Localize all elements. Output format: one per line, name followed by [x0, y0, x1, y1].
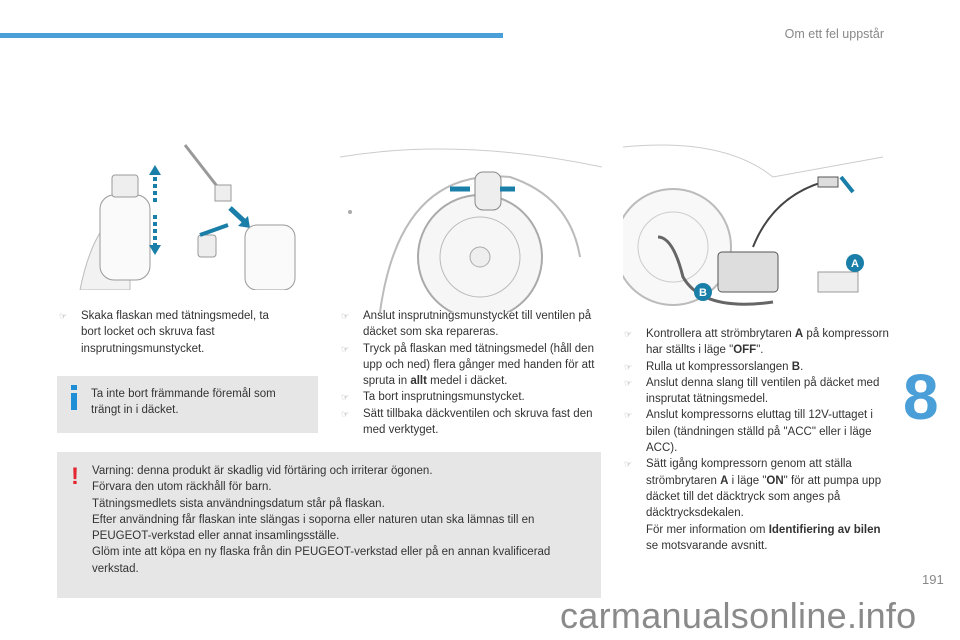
step-item — [624, 456, 889, 521]
step-text: Anslut denna slang till ventilen på däcket med insprutat tätningsmedel. — [646, 376, 880, 406]
step-text-bold: OFF — [733, 344, 757, 357]
step-item — [624, 407, 889, 456]
warning-line: Efter användning får flaskan inte slängas i soporna eller naturen utan ska lämnas till en PEUGEOT-verkstad eller annat insamlingsställe. — [92, 513, 535, 543]
pointing-hand-icon: ☞ — [624, 361, 633, 372]
step-item — [341, 341, 606, 390]
more-info-text: För mer information om — [646, 523, 769, 536]
pointing-hand-icon: ☞ — [624, 459, 633, 470]
warning-line: Tätningsmedlets sista användningsdatum står på flaskan. — [92, 497, 385, 510]
warning-line: Förvara den utom räckhåll för barn. — [92, 481, 272, 494]
pointing-hand-icon: ☞ — [341, 311, 350, 321]
column1-steps — [59, 308, 289, 357]
more-info-text: se motsvarande avsnitt. — [646, 539, 768, 552]
column3-steps — [624, 326, 889, 554]
header-accent-bar — [0, 33, 503, 38]
step-text: Sätt tillbaka däckventilen och skruva fast den med verktyget. — [363, 407, 593, 437]
pointing-hand-icon: ☞ — [624, 329, 633, 339]
step-text: på kompressorn har ställts i läge " — [646, 328, 889, 357]
warning-line: Glöm inte att köpa en ny flaska från din PEUGEOT-verkstad eller på en annan kvalificerad verkstad. — [92, 546, 551, 575]
step-item — [341, 406, 606, 439]
step-item — [624, 326, 889, 359]
warning-box — [57, 452, 601, 598]
step-text: Sätt igång kompressorn genom att ställa strömbrytaren — [646, 458, 852, 487]
step-item — [341, 389, 606, 405]
label-b: B — [699, 287, 707, 299]
column2-steps — [341, 308, 606, 438]
step-text: medel i däcket. — [426, 375, 508, 388]
page-number: 191 — [922, 572, 944, 587]
watermark: carmanualsonline.info — [560, 595, 917, 636]
step-text-bold: B — [791, 360, 801, 373]
pointing-hand-icon: ☞ — [341, 392, 350, 403]
step-item — [624, 359, 889, 375]
step-text: . — [800, 360, 804, 373]
sealant-bottle-illustration — [70, 140, 300, 290]
info-text: Ta inte bort främmande föremål som trängt in i däcket. — [91, 388, 276, 417]
step-item — [59, 308, 289, 357]
step-text-bold: A — [794, 328, 804, 340]
compressor-illustration — [623, 137, 885, 312]
step-text: Rulla ut kompressorslangen — [646, 360, 792, 373]
warning-text — [92, 463, 592, 577]
info-box — [57, 376, 318, 433]
step-text: Tryck på flaskan med tätningsmedel (håll den upp och ned) flera gånger med handen för att spruta in — [363, 342, 595, 388]
step-item — [624, 375, 889, 408]
pointing-hand-icon: ☞ — [59, 311, 68, 321]
pointing-hand-icon: ☞ — [624, 410, 633, 421]
step-item — [341, 308, 606, 341]
step-text-bold: allt — [410, 375, 427, 388]
label-a: A — [851, 258, 859, 270]
wheel-injection-illustration — [340, 137, 602, 312]
info-icon — [71, 385, 77, 410]
pointing-hand-icon: ☞ — [624, 377, 633, 388]
step-text: Anslut insprutningsmunstycket till ventilen på däcket som ska repareras. — [363, 310, 592, 339]
step-text: i läge " — [728, 474, 767, 487]
pointing-hand-icon: ☞ — [341, 343, 350, 354]
warning-exclamation-icon: ! — [71, 463, 79, 490]
warning-line: Varning: denna produkt är skadlig vid förtäring och irriterar ögonen. — [92, 465, 433, 477]
step-text: Skaka flaskan med tätningsmedel, ta bort locket och skruva fast insprutningsmunstycket. — [81, 310, 269, 355]
step-text: Ta bort insprutningsmunstycket. — [363, 391, 525, 404]
step-text-bold: A — [720, 474, 729, 487]
more-info-link-text: Identifiering av bilen — [768, 523, 881, 536]
step-text: Anslut kompressorns eluttag till 12V-uttaget i bilen (tändningen ställd på "ACC" eller i läge ACC). — [646, 409, 873, 455]
step-text: Kontrollera att strömbrytaren — [646, 328, 795, 340]
step-text: ". — [756, 344, 764, 357]
more-info — [624, 522, 889, 555]
section-title: Om ett fel uppstår — [784, 27, 884, 41]
chapter-number: 8 — [903, 361, 939, 433]
pointing-hand-icon: ☞ — [341, 408, 350, 419]
step-text-bold: ON — [766, 474, 784, 487]
step-text: " för att pumpa upp däcket till det däcktryck som anges på däcktrycksdekalen. — [646, 474, 882, 520]
